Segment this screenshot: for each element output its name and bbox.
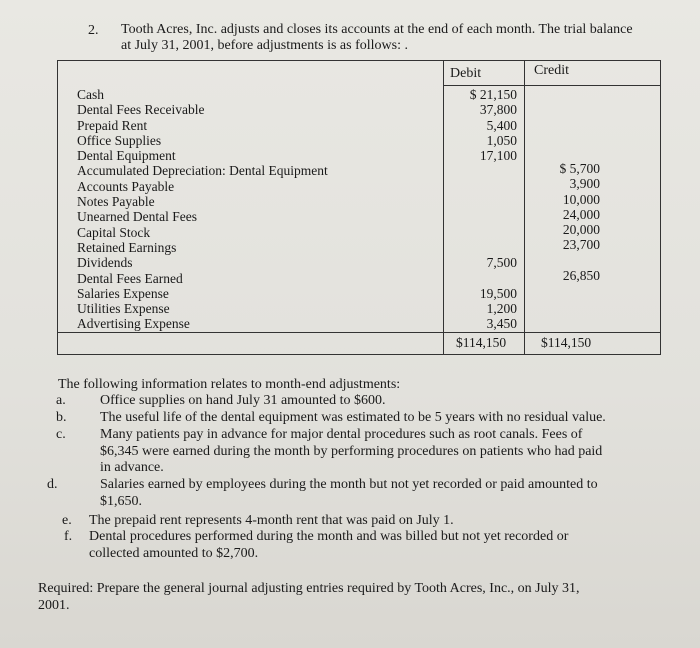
account-name: Notes Payable [77, 194, 155, 210]
item-text: Dental procedures performed during the month and was billed but not yet recorded or [89, 529, 569, 544]
debit-amount: 3,450 [486, 316, 517, 332]
debit-amount: 19,500 [479, 285, 517, 301]
debit-amount: 5,400 [486, 117, 517, 133]
account-name: Unearned Dental Fees [77, 209, 197, 225]
item-text: Salaries earned by employees during the month but not yet recorded or paid amounted to [100, 477, 598, 492]
account-name: Salaries Expense [77, 285, 169, 301]
item-letter: a. [56, 393, 66, 408]
debit-amount: $ 21,150 [469, 87, 517, 102]
debit-amount: 7,500 [486, 255, 517, 271]
item-text: The prepaid rent represents 4-month rent that was paid on July 1. [89, 513, 454, 528]
item-text: in advance. [100, 460, 164, 476]
item-text: $6,345 were earned during the month by performing procedures on patients who had paid [100, 443, 603, 459]
debit-amounts [447, 87, 517, 332]
account-name: Dental Fees Earned [77, 270, 183, 286]
account-name: Capital Stock [77, 224, 151, 240]
item-letter: c. [56, 427, 66, 442]
item-text: The useful life of the dental equipment was estimated to be 5 years with no residual value. [100, 410, 606, 425]
debit-header: Debit [450, 66, 482, 81]
required-instruction [38, 581, 580, 614]
credit-header: Credit [534, 63, 569, 78]
trial-balance-table [57, 60, 661, 355]
account-names [77, 87, 328, 332]
required-line: 2001. [38, 597, 70, 613]
account-name: Utilities Expense [77, 301, 170, 317]
account-name: Office Supplies [77, 132, 162, 148]
debit-amount [447, 179, 517, 194]
total-rule [58, 332, 660, 333]
item-text: $1,650. [100, 493, 142, 509]
account-name: Dental Fees Receivable [77, 102, 205, 118]
credit-amount: $ 5,700 [559, 161, 600, 176]
debit-amount [447, 240, 517, 255]
item-text: Many patients pay in advance for major dental procedures such as root canals. Fees of [100, 427, 583, 442]
header-rule [443, 85, 660, 86]
debit-amount: 1,050 [486, 132, 517, 148]
debit-amount [447, 209, 517, 224]
credit-amount: 26,850 [562, 268, 600, 284]
debit-amount [447, 271, 517, 286]
intro-line: at July 31, 2001, before adjustments is as follows: . [121, 38, 408, 53]
credit-amount: 3,900 [569, 176, 600, 192]
account-name: Accounts Payable [77, 178, 175, 194]
item-text: Office supplies on hand July 31 amounted to $600. [100, 393, 386, 408]
item-text: collected amounted to $2,700. [89, 545, 259, 561]
credit-amount: 23,700 [562, 237, 600, 253]
intro-line: Tooth Acres, Inc. adjusts and closes its accounts at the end of each month. The trial balance [121, 22, 633, 37]
credit-amount [530, 253, 600, 268]
account-name: Cash [77, 87, 104, 102]
credit-amount: 20,000 [562, 222, 600, 238]
debit-amount: 1,200 [486, 301, 517, 317]
account-name: Advertising Expense [77, 316, 190, 332]
credit-amount: 10,000 [562, 191, 600, 207]
total-debit: $114,150 [456, 335, 507, 350]
credit-column-divider [524, 61, 525, 354]
item-letter: f. [64, 529, 73, 544]
credit-amount: 24,000 [562, 206, 600, 222]
required-line: Required: Prepare the general journal adjusting entries required by Tooth Acres, Inc., on July 31, [38, 581, 580, 596]
account-name: Prepaid Rent [77, 117, 148, 133]
account-name: Retained Earnings [77, 239, 177, 255]
debit-amount [447, 194, 517, 209]
problem-intro [121, 22, 661, 54]
account-name: Dental Equipment [77, 148, 176, 164]
account-name: Accumulated Depreciation: Dental Equipment [77, 163, 328, 179]
item-letter: d. [47, 477, 58, 492]
debit-amount: 37,800 [479, 102, 517, 118]
item-letter: b. [56, 410, 67, 425]
credit-amounts [530, 161, 600, 283]
item-letter: e. [62, 513, 72, 528]
debit-amount [447, 225, 517, 240]
debit-amount [447, 163, 517, 178]
problem-number: 2. [88, 23, 99, 38]
total-credit: $114,150 [541, 335, 592, 350]
account-name: Dividends [77, 255, 133, 271]
debit-column-divider [443, 61, 444, 354]
debit-amount: 17,100 [479, 148, 517, 164]
adjustments-heading: The following information relates to month-end adjustments: [58, 377, 401, 392]
